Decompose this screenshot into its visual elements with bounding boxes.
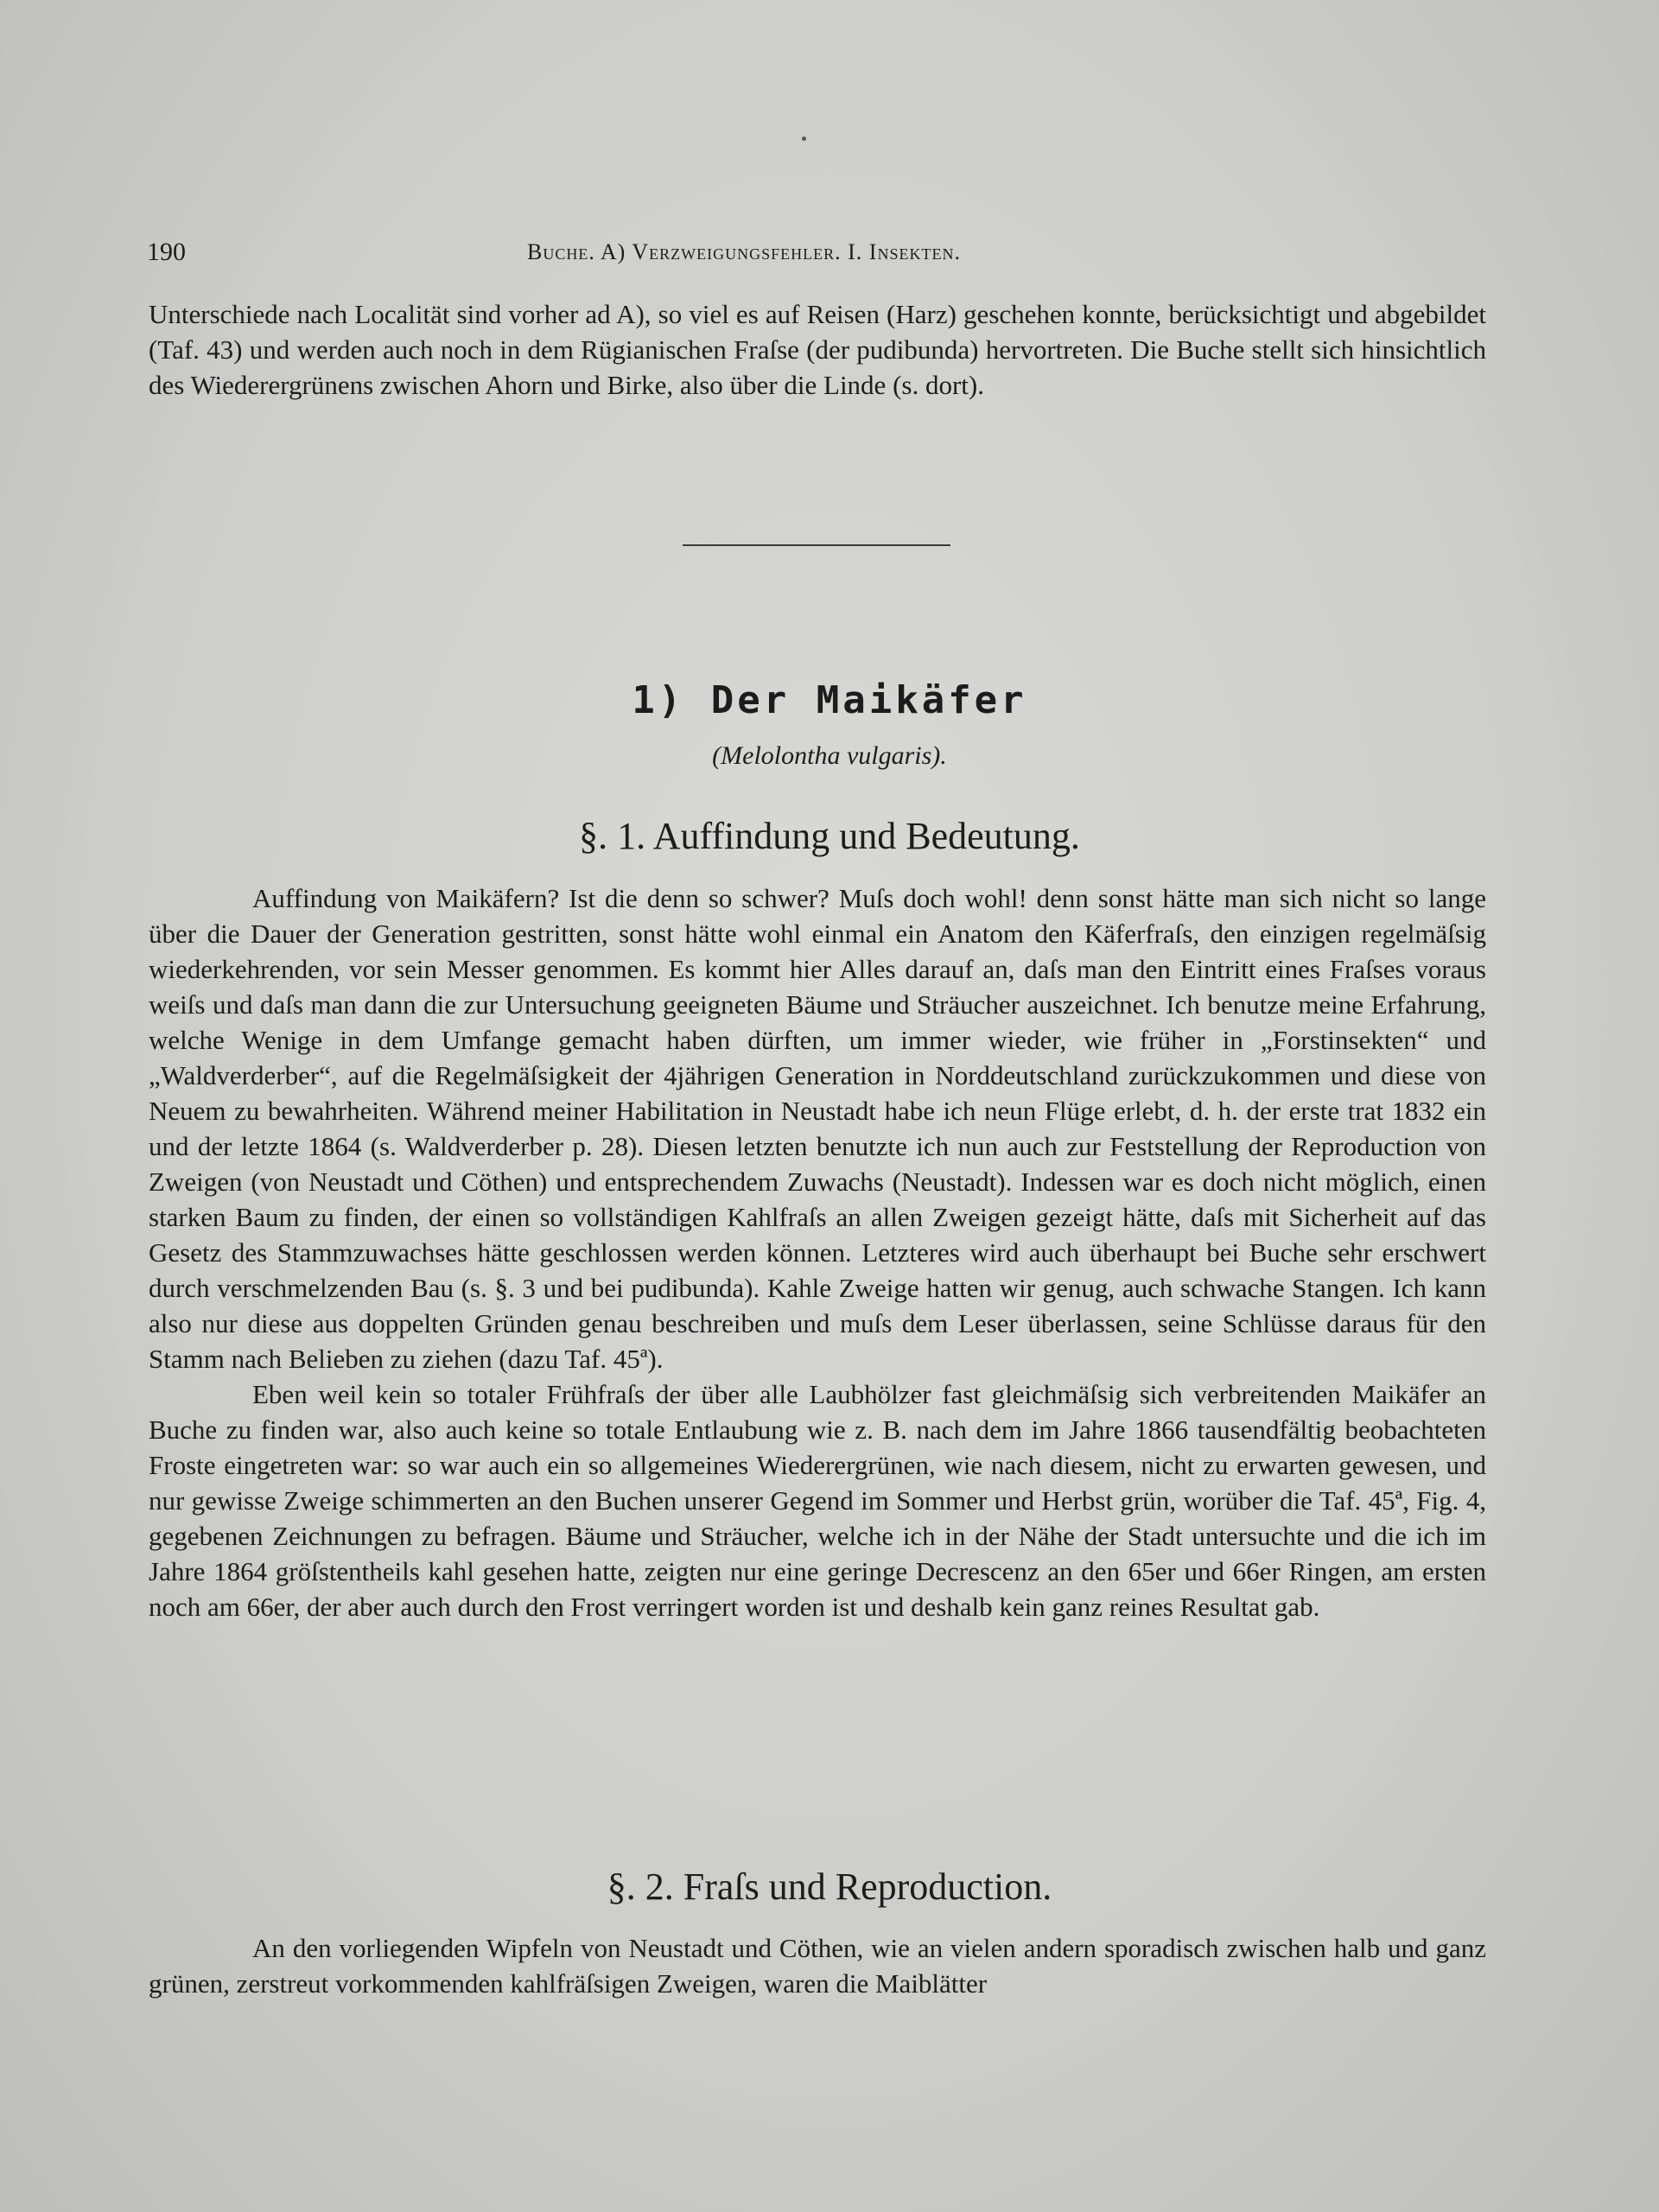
section-1-body	[149, 880, 1486, 1624]
page-number: 190	[147, 238, 186, 266]
intro-paragraph: Unterschiede nach Localität sind vorher ad A), so viel es auf Reisen (Harz) geschehen konnte, berücksichtigt und abgebildet (Taf. 43) und werden auch noch in dem Rügianischen Fraſse (der pudibunda) hervortreten. Die Buche stellt sich hinsichtlich des Wiederergrünens zwischen Ahorn und Birke, also über die Linde (s. dort).	[149, 299, 1486, 400]
section-2-title: §. 2. Fraſs und Reproduction.	[607, 1866, 1052, 1908]
page-header	[147, 238, 1486, 272]
running-head: Buche. A) Verzweigungsfehler. I. Insekten.	[527, 239, 961, 264]
section-1-title: §. 1. Auffindung und Bedeutung.	[579, 815, 1080, 857]
section-1-paragraph-1: Auffindung von Maikäfern? Ist die denn so schwer? Muſs doch wohl! denn sonst hätte man sich nicht so lange über die Dauer der Generation gestritten, sonst hätte wohl einmal ein Anatom den Käferfraſs, den einzigen regelmäſsig wiederkehrenden, vor sein Messer genommen. Es kommt hier Alles darauf an, daſs man den Eintritt eines Fraſses voraus weiſs und daſs man dann die zur Untersuchung geeigneten Bäume und Sträucher auszeichnet. Ich benutze meine Erfahrung, welche Wenige in dem Umfange gemacht haben dürften, um immer wieder, wie früher in „Forstinsekten“ und „Waldverderber“, auf die Regelmäſsigkeit der 4jährigen Generation in Norddeutschland zurückzukommen und diese von Neuem zu bewahrheiten. Während meiner Habilitation in Neustadt habe ich neun Flüge erlebt, d. h. der erste trat 1832 ein und der letzte 1864 (s. Waldverderber p. 28). Diesen letzten benutzte ich nun auch zur Feststellung der Reproduction von Zweigen (von Neustadt und Cöthen) und entsprechendem Zuwachs (Neustadt). Indessen war es doch nicht möglich, einen starken Baum zu finden, der einen so vollständigen Kahlfraſs an allen Zweigen gezeigt hätte, daſs mit Sicherheit auf das Gesetz des Stammzuwachses hätte geschlossen werden können. Letzteres wird auch überhaupt bei Buche sehr erschwert durch verschmelzenden Bau (s. §. 3 und bei pudibunda). Kahle Zweige hatten wir genug, auch schwache Stangen. Ich kann also nur diese aus doppelten Gründen genau beschreiben und muſs dem Leser überlassen, seine Schlüsse daraus für den Stamm nach Belieben zu ziehen (dazu Taf. 45ª).	[149, 883, 1486, 1374]
ink-speck	[802, 137, 806, 141]
chapter-title: 1) Der Maikäfer	[632, 678, 1027, 722]
section-2-paragraph-1: An den vorliegenden Wipfeln von Neustadt und Cöthen, wie an vielen andern sporadisch zwischen halb und ganz grünen, zerstreut vorkommenden kahlfräſsigen Zweigen, waren die Maiblätter	[149, 1933, 1486, 1999]
separator-rule	[683, 544, 950, 546]
intro-text	[149, 296, 1486, 403]
section-2-body	[149, 1930, 1486, 2001]
section-1-paragraph-2: Eben weil kein so totaler Frühfraſs der über alle Laubhölzer fast gleichmäſsig sich verbreitenden Maikäfer an Buche zu finden war, also auch keine so totale Entlaubung wie z. B. nach dem im Jahre 1866 tausendfältig beobachteten Froste eingetreten war: so war auch ein so allgemeines Wiederergrünen, wie nach diesem, nicht zu erwarten gewesen, und nur gewisse Zweige schimmerten an den Buchen unserer Gegend im Sommer und Herbst grün, worüber die Taf. 45ª, Fig. 4, gegebenen Zeichnungen zu befragen. Bäume und Sträucher, welche ich in der Nähe der Stadt untersuchte und die ich im Jahre 1864 gröſstentheils kahl gesehen hatte, zeigten nur eine geringe Decrescenz an den 65er und 66er Ringen, am ersten noch am 66er, der aber auch durch den Frost verringert worden ist und deshalb kein ganz reines Resultat gab.	[149, 1379, 1486, 1622]
latin-name: (Melolontha vulgaris).	[712, 741, 947, 770]
